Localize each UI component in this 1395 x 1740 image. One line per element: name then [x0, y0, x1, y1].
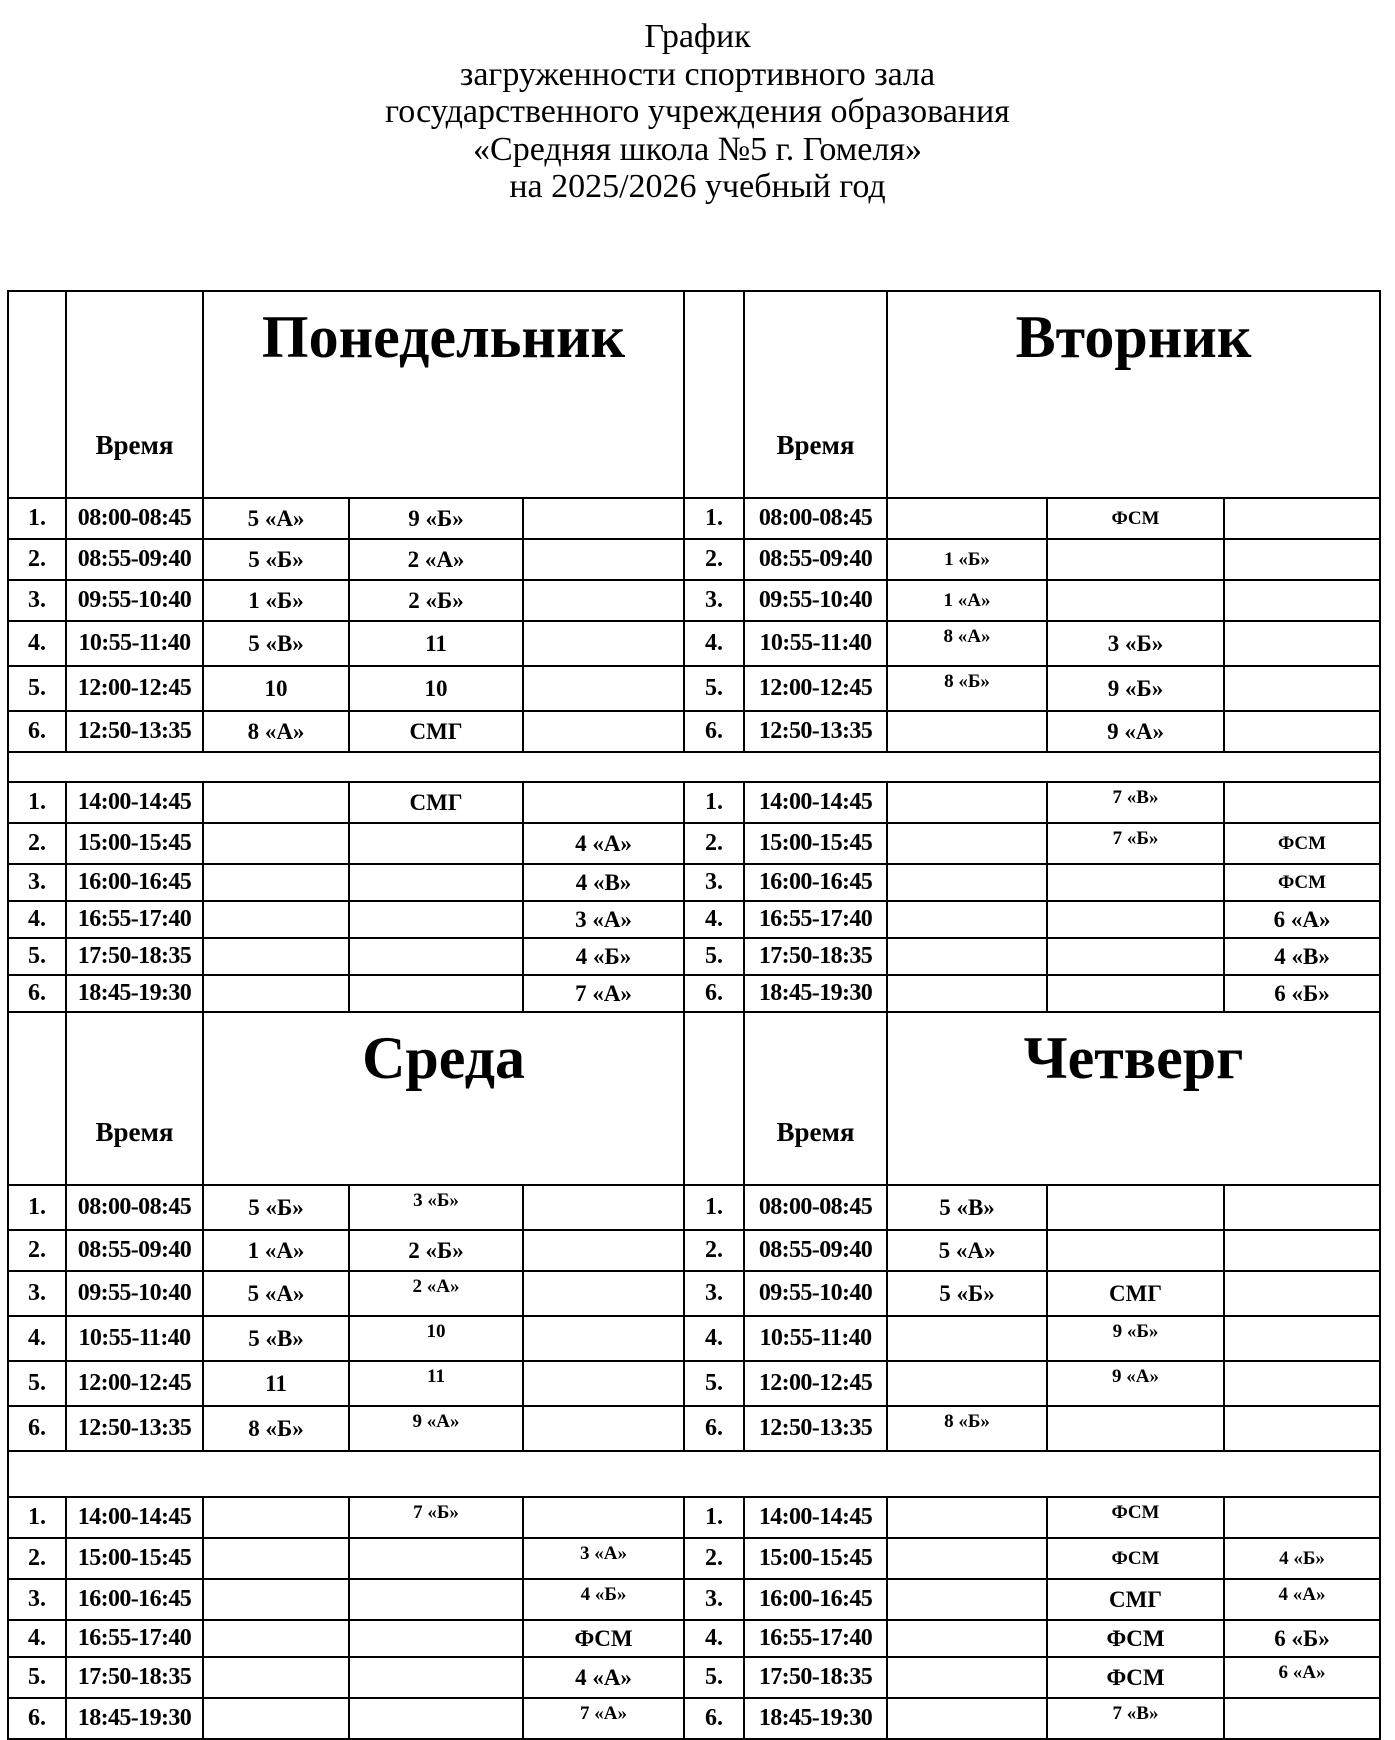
- num-header-cell: [8, 1012, 66, 1185]
- class-cell: [1224, 1497, 1380, 1538]
- class-cell: [523, 1230, 684, 1271]
- class-cell: ФСМ: [1047, 1538, 1224, 1579]
- class-cell: [203, 1657, 349, 1698]
- lesson-time: 09:55-10:40: [66, 580, 203, 621]
- title-line-1: График: [644, 18, 751, 55]
- lesson-time: 17:50-18:35: [66, 938, 203, 975]
- break-row: [8, 752, 1380, 782]
- lesson-time: 18:45-19:30: [66, 1698, 203, 1739]
- lesson-time: 16:00-16:45: [66, 864, 203, 901]
- class-cell: [1047, 864, 1224, 901]
- lesson-time: 16:55-17:40: [66, 1620, 203, 1657]
- document-title: [0, 18, 1395, 206]
- class-cell: [887, 1657, 1047, 1698]
- class-cell: 9 «Б»: [349, 498, 523, 539]
- class-cell: 8 «Б»: [887, 666, 1047, 711]
- lesson-number: 6.: [8, 1698, 66, 1739]
- class-cell: 6 «А»: [1224, 901, 1380, 938]
- class-cell: [1224, 782, 1380, 823]
- class-cell: 4 «А»: [1224, 1579, 1380, 1620]
- class-cell: 3 «Б»: [1047, 621, 1224, 666]
- class-cell: 8 «Б»: [203, 1406, 349, 1451]
- class-cell: [887, 901, 1047, 938]
- lesson-number: 3.: [684, 580, 744, 621]
- class-cell: [203, 938, 349, 975]
- class-cell: [1224, 666, 1380, 711]
- class-cell: [349, 901, 523, 938]
- lesson-time: 10:55-11:40: [66, 1316, 203, 1361]
- class-cell: 2 «А»: [349, 539, 523, 580]
- class-cell: 1 «Б»: [203, 580, 349, 621]
- lesson-time: 16:55-17:40: [66, 901, 203, 938]
- class-cell: [887, 782, 1047, 823]
- class-cell: [523, 1271, 684, 1316]
- title-line-2: загруженности спортивного зала: [459, 55, 936, 93]
- lesson-number: 1.: [684, 782, 744, 823]
- class-cell: [1224, 711, 1380, 752]
- lesson-number: 5.: [684, 1657, 744, 1698]
- day-title-monday: Понедельник: [203, 291, 684, 498]
- lesson-time: 15:00-15:45: [66, 1538, 203, 1579]
- class-cell: [1224, 621, 1380, 666]
- class-cell: 4 «Б»: [1224, 1538, 1380, 1579]
- class-cell: 10: [349, 666, 523, 711]
- lesson-time: 12:00-12:45: [66, 1361, 203, 1406]
- class-cell: 5 «А»: [887, 1230, 1047, 1271]
- class-cell: 9 «А»: [1047, 711, 1224, 752]
- lesson-number: 1.: [684, 498, 744, 539]
- class-cell: 3 «А»: [523, 1538, 684, 1579]
- lesson-number: 1.: [8, 1497, 66, 1538]
- lesson-time: 10:55-11:40: [744, 1316, 887, 1361]
- lesson-time: 08:55-09:40: [66, 1230, 203, 1271]
- schedule-row: [8, 1316, 1380, 1361]
- lesson-number: 3.: [8, 1271, 66, 1316]
- lesson-time: 12:50-13:35: [744, 1406, 887, 1451]
- schedule-row: [8, 1185, 1380, 1230]
- schedule-row: [8, 864, 1380, 901]
- class-cell: [203, 1538, 349, 1579]
- class-cell: [349, 1620, 523, 1657]
- lesson-number: 3.: [8, 1579, 66, 1620]
- class-cell: [1047, 975, 1224, 1012]
- schedule-row: [8, 1406, 1380, 1451]
- lesson-time: 15:00-15:45: [66, 823, 203, 864]
- schedule-row: [8, 1538, 1380, 1579]
- class-cell: 8 «А»: [887, 621, 1047, 666]
- class-cell: [349, 864, 523, 901]
- class-cell: 9 «А»: [1047, 1361, 1224, 1406]
- lesson-number: 2.: [684, 1538, 744, 1579]
- lesson-time: 17:50-18:35: [744, 1657, 887, 1698]
- class-cell: 10: [203, 666, 349, 711]
- class-cell: [1224, 1406, 1380, 1451]
- schedule-table: [7, 290, 1381, 1740]
- class-cell: [1224, 1698, 1380, 1739]
- class-cell: [887, 711, 1047, 752]
- lesson-number: 1.: [8, 498, 66, 539]
- lesson-time: 08:00-08:45: [66, 498, 203, 539]
- class-cell: 2 «Б»: [349, 580, 523, 621]
- class-cell: [349, 823, 523, 864]
- lesson-number: 4.: [8, 621, 66, 666]
- class-cell: [203, 864, 349, 901]
- class-cell: [1224, 1271, 1380, 1316]
- class-cell: [887, 1620, 1047, 1657]
- class-cell: [523, 666, 684, 711]
- lesson-time: 14:00-14:45: [744, 782, 887, 823]
- class-cell: [203, 901, 349, 938]
- class-cell: 2 «Б»: [349, 1230, 523, 1271]
- lesson-time: 08:00-08:45: [744, 1185, 887, 1230]
- class-cell: [1047, 938, 1224, 975]
- class-cell: 4 «Б»: [523, 1579, 684, 1620]
- lesson-number: 5.: [684, 666, 744, 711]
- schedule-row: [8, 1620, 1380, 1657]
- class-cell: 6 «Б»: [1224, 975, 1380, 1012]
- class-cell: [203, 1698, 349, 1739]
- schedule-row: [8, 1497, 1380, 1538]
- class-cell: ФСМ: [1047, 1657, 1224, 1698]
- class-cell: ФСМ: [1047, 1497, 1224, 1538]
- class-cell: 7 «Б»: [349, 1497, 523, 1538]
- day-title-tuesday: Вторник: [887, 291, 1380, 498]
- class-cell: [349, 1657, 523, 1698]
- class-cell: [1224, 1316, 1380, 1361]
- schedule-row: [8, 539, 1380, 580]
- class-cell: [887, 864, 1047, 901]
- schedule-row: [8, 938, 1380, 975]
- lesson-time: 12:50-13:35: [66, 1406, 203, 1451]
- lesson-time: 18:45-19:30: [66, 975, 203, 1012]
- break-row: [8, 1451, 1380, 1497]
- class-cell: 2 «А»: [349, 1271, 523, 1316]
- class-cell: [887, 1698, 1047, 1739]
- schedule-row: [8, 1230, 1380, 1271]
- class-cell: [523, 621, 684, 666]
- class-cell: [203, 823, 349, 864]
- lesson-number: 6.: [684, 975, 744, 1012]
- schedule-row: [8, 823, 1380, 864]
- lesson-number: 5.: [684, 1361, 744, 1406]
- class-cell: 7 «В»: [1047, 1698, 1224, 1739]
- class-cell: [887, 1497, 1047, 1538]
- schedule-row: [8, 1271, 1380, 1316]
- class-cell: СМГ: [349, 782, 523, 823]
- title-line-4: «Средняя школа №5 г. Гомеля»: [473, 130, 922, 168]
- class-cell: [887, 823, 1047, 864]
- class-cell: [887, 498, 1047, 539]
- schedule-row: [8, 782, 1380, 823]
- lesson-time: 08:00-08:45: [66, 1185, 203, 1230]
- class-cell: СМГ: [349, 711, 523, 752]
- class-cell: [523, 580, 684, 621]
- class-cell: 4 «В»: [523, 864, 684, 901]
- day-title-wednesday: Среда: [203, 1012, 684, 1185]
- class-cell: 5 «А»: [203, 1271, 349, 1316]
- lesson-number: 2.: [684, 1230, 744, 1271]
- title-line-3: государственного учреждения образования: [385, 93, 1010, 130]
- class-cell: ФСМ: [1047, 498, 1224, 539]
- lesson-time: 14:00-14:45: [66, 782, 203, 823]
- lesson-time: 16:00-16:45: [744, 864, 887, 901]
- class-cell: 5 «Б»: [203, 1185, 349, 1230]
- class-cell: [349, 1538, 523, 1579]
- class-cell: 4 «А»: [523, 823, 684, 864]
- lesson-time: 15:00-15:45: [744, 823, 887, 864]
- lesson-number: 2.: [8, 1230, 66, 1271]
- lesson-number: 1.: [684, 1185, 744, 1230]
- class-cell: [523, 1361, 684, 1406]
- lesson-number: 5.: [684, 938, 744, 975]
- num-header-cell: [684, 1012, 744, 1185]
- class-cell: 4 «В»: [1224, 938, 1380, 975]
- class-cell: [203, 1497, 349, 1538]
- lesson-time: 12:50-13:35: [66, 711, 203, 752]
- lesson-number: 1.: [8, 1185, 66, 1230]
- class-cell: 7 «А»: [523, 975, 684, 1012]
- class-cell: 8 «Б»: [887, 1406, 1047, 1451]
- class-cell: [1047, 580, 1224, 621]
- day-header-row: [8, 291, 1380, 498]
- lesson-number: 4.: [684, 901, 744, 938]
- lesson-time: 10:55-11:40: [66, 621, 203, 666]
- class-cell: [887, 938, 1047, 975]
- class-cell: [523, 1406, 684, 1451]
- class-cell: [887, 1361, 1047, 1406]
- class-cell: 3 «А»: [523, 901, 684, 938]
- class-cell: 7 «А»: [523, 1698, 684, 1739]
- lesson-number: 4.: [8, 1620, 66, 1657]
- lesson-number: 4.: [8, 1316, 66, 1361]
- schedule-row: [8, 1361, 1380, 1406]
- schedule-row: [8, 1657, 1380, 1698]
- lesson-number: 3.: [684, 1579, 744, 1620]
- break-cell: [8, 1451, 1380, 1497]
- lesson-number: 4.: [684, 1316, 744, 1361]
- class-cell: 6 «А»: [1224, 1657, 1380, 1698]
- lesson-time: 12:00-12:45: [744, 1361, 887, 1406]
- schedule-row: [8, 498, 1380, 539]
- class-cell: [203, 1620, 349, 1657]
- class-cell: 7 «В»: [1047, 782, 1224, 823]
- time-header: Время: [744, 291, 887, 498]
- class-cell: 1 «А»: [203, 1230, 349, 1271]
- class-cell: [203, 975, 349, 1012]
- lesson-number: 3.: [8, 580, 66, 621]
- lesson-number: 2.: [684, 823, 744, 864]
- lesson-number: 5.: [8, 666, 66, 711]
- class-cell: 5 «А»: [203, 498, 349, 539]
- time-header: Время: [66, 1012, 203, 1185]
- class-cell: [523, 539, 684, 580]
- class-cell: 9 «Б»: [1047, 1316, 1224, 1361]
- schedule-row: [8, 1698, 1380, 1739]
- lesson-number: 3.: [684, 1271, 744, 1316]
- class-cell: [523, 782, 684, 823]
- class-cell: 1 «Б»: [887, 539, 1047, 580]
- class-cell: [203, 782, 349, 823]
- day-title-thursday: Четверг: [887, 1012, 1380, 1185]
- lesson-time: 15:00-15:45: [744, 1538, 887, 1579]
- class-cell: [887, 1538, 1047, 1579]
- lesson-time: 14:00-14:45: [66, 1497, 203, 1538]
- class-cell: 7 «Б»: [1047, 823, 1224, 864]
- lesson-time: 09:55-10:40: [66, 1271, 203, 1316]
- lesson-number: 6.: [684, 711, 744, 752]
- num-header-cell: [8, 291, 66, 498]
- lesson-number: 2.: [684, 539, 744, 580]
- time-header: Время: [744, 1012, 887, 1185]
- class-cell: [523, 498, 684, 539]
- lesson-time: 08:55-09:40: [66, 539, 203, 580]
- schedule-row: [8, 621, 1380, 666]
- lesson-number: 2.: [8, 823, 66, 864]
- class-cell: СМГ: [1047, 1271, 1224, 1316]
- lesson-number: 2.: [8, 539, 66, 580]
- schedule-row: [8, 901, 1380, 938]
- class-cell: 5 «Б»: [887, 1271, 1047, 1316]
- schedule-row: [8, 580, 1380, 621]
- class-cell: [1224, 580, 1380, 621]
- lesson-number: 5.: [8, 938, 66, 975]
- lesson-time: 09:55-10:40: [744, 1271, 887, 1316]
- lesson-time: 12:50-13:35: [744, 711, 887, 752]
- class-cell: [523, 1316, 684, 1361]
- class-cell: 1 «А»: [887, 580, 1047, 621]
- lesson-number: 1.: [8, 782, 66, 823]
- schedule-row: [8, 711, 1380, 752]
- class-cell: 10: [349, 1316, 523, 1361]
- lesson-time: 10:55-11:40: [744, 621, 887, 666]
- class-cell: [887, 1579, 1047, 1620]
- class-cell: [203, 1579, 349, 1620]
- lesson-number: 4.: [684, 1620, 744, 1657]
- lesson-time: 12:00-12:45: [66, 666, 203, 711]
- lesson-time: 12:00-12:45: [744, 666, 887, 711]
- lesson-number: 6.: [684, 1406, 744, 1451]
- schedule-body: [8, 291, 1380, 1739]
- class-cell: 5 «В»: [203, 621, 349, 666]
- class-cell: 8 «А»: [203, 711, 349, 752]
- lesson-time: 16:55-17:40: [744, 901, 887, 938]
- class-cell: [1224, 539, 1380, 580]
- class-cell: [349, 1579, 523, 1620]
- class-cell: 6 «Б»: [1224, 1620, 1380, 1657]
- lesson-number: 6.: [8, 711, 66, 752]
- class-cell: 5 «Б»: [203, 539, 349, 580]
- class-cell: 4 «А»: [523, 1657, 684, 1698]
- lesson-time: 16:55-17:40: [744, 1620, 887, 1657]
- schedule-row: [8, 666, 1380, 711]
- class-cell: [1047, 1185, 1224, 1230]
- lesson-number: 2.: [8, 1538, 66, 1579]
- class-cell: [523, 1185, 684, 1230]
- class-cell: [887, 975, 1047, 1012]
- class-cell: [1224, 1361, 1380, 1406]
- title-line-5: на 2025/2026 учебный год: [509, 168, 886, 205]
- class-cell: 11: [349, 1361, 523, 1406]
- class-cell: [1224, 498, 1380, 539]
- schedule-row: [8, 1579, 1380, 1620]
- lesson-number: 3.: [684, 864, 744, 901]
- lesson-time: 17:50-18:35: [744, 938, 887, 975]
- class-cell: [523, 1497, 684, 1538]
- lesson-number: 6.: [8, 975, 66, 1012]
- lesson-time: 17:50-18:35: [66, 1657, 203, 1698]
- class-cell: [1047, 901, 1224, 938]
- class-cell: [1047, 1230, 1224, 1271]
- lesson-number: 1.: [684, 1497, 744, 1538]
- lesson-number: 5.: [8, 1657, 66, 1698]
- class-cell: ФСМ: [1224, 823, 1380, 864]
- lesson-number: 3.: [8, 864, 66, 901]
- class-cell: ФСМ: [1047, 1620, 1224, 1657]
- lesson-time: 08:55-09:40: [744, 1230, 887, 1271]
- class-cell: [1047, 1406, 1224, 1451]
- class-cell: СМГ: [1047, 1579, 1224, 1620]
- class-cell: ФСМ: [523, 1620, 684, 1657]
- class-cell: [349, 1698, 523, 1739]
- day-header-row: [8, 1012, 1380, 1185]
- lesson-time: 18:45-19:30: [744, 1698, 887, 1739]
- class-cell: ФСМ: [1224, 864, 1380, 901]
- class-cell: 4 «Б»: [523, 938, 684, 975]
- class-cell: 3 «Б»: [349, 1185, 523, 1230]
- lesson-number: 5.: [8, 1361, 66, 1406]
- lesson-time: 09:55-10:40: [744, 580, 887, 621]
- lesson-time: 08:55-09:40: [744, 539, 887, 580]
- time-header: Время: [66, 291, 203, 498]
- class-cell: 5 «В»: [203, 1316, 349, 1361]
- num-header-cell: [684, 291, 744, 498]
- class-cell: [349, 975, 523, 1012]
- class-cell: 9 «Б»: [1047, 666, 1224, 711]
- class-cell: [1047, 539, 1224, 580]
- lesson-number: 4.: [684, 621, 744, 666]
- class-cell: 11: [349, 621, 523, 666]
- lesson-number: 6.: [684, 1698, 744, 1739]
- class-cell: [523, 711, 684, 752]
- class-cell: [349, 938, 523, 975]
- class-cell: [1224, 1185, 1380, 1230]
- lesson-time: 08:00-08:45: [744, 498, 887, 539]
- lesson-time: 14:00-14:45: [744, 1497, 887, 1538]
- break-cell: [8, 752, 1380, 782]
- class-cell: 11: [203, 1361, 349, 1406]
- lesson-number: 4.: [8, 901, 66, 938]
- class-cell: 5 «В»: [887, 1185, 1047, 1230]
- schedule-row: [8, 975, 1380, 1012]
- class-cell: [1224, 1230, 1380, 1271]
- class-cell: [887, 1316, 1047, 1361]
- lesson-number: 6.: [8, 1406, 66, 1451]
- class-cell: 9 «А»: [349, 1406, 523, 1451]
- lesson-time: 16:00-16:45: [744, 1579, 887, 1620]
- lesson-time: 18:45-19:30: [744, 975, 887, 1012]
- lesson-time: 16:00-16:45: [66, 1579, 203, 1620]
